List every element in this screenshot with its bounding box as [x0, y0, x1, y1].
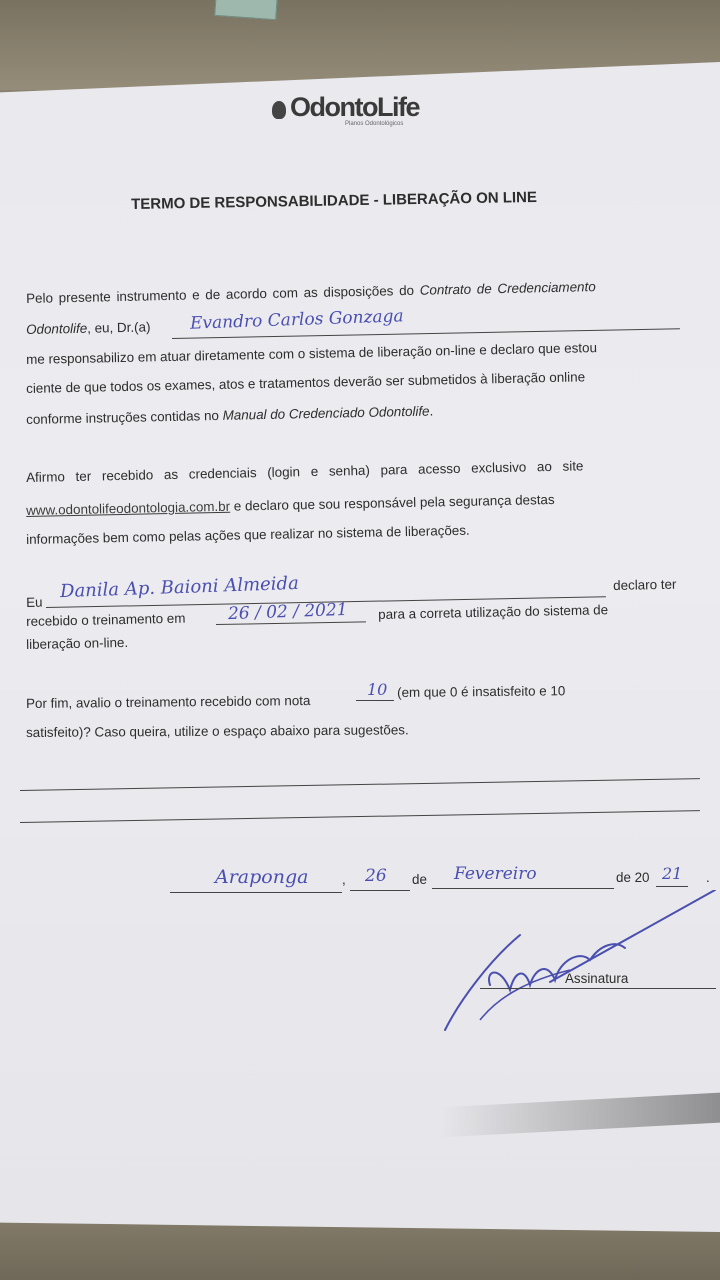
date-end: .	[706, 870, 710, 885]
tooth-logo-icon	[272, 101, 286, 119]
para1-line5: conforme instruções contidas no Manual do Credenciado Odontolife.	[26, 403, 434, 427]
score-line	[356, 700, 394, 701]
date-separator: ,	[342, 872, 346, 887]
de-label-2: de 20	[616, 870, 650, 885]
para4-line2: satisfeito)? Caso queira, utilize o espaço abaixo para sugestões.	[26, 722, 409, 740]
signature-line	[480, 988, 716, 989]
signature-label: Assinatura	[565, 971, 629, 986]
company-logo: OdontoLife	[290, 92, 419, 122]
city-line	[170, 892, 342, 893]
document-title: TERMO DE RESPONSABILIDADE - LIBERAÇÃO ON LINE	[131, 188, 538, 213]
para1-line4: ciente de que todos os exames, atos e tratamentos deverão ser submetidos à liberação online	[26, 369, 586, 396]
site-link[interactable]: www.odontolifeodontologia.com.br	[26, 498, 231, 518]
dentist-name-handwritten: Evandro Carlos Gonzaga	[189, 306, 404, 334]
para1-line1: Pelo presente instrumento e de acordo com as disposições do Contrato de Credenciamento	[26, 279, 596, 306]
city-handwritten: Araponga	[215, 866, 309, 888]
para1-line2: Odontolife, eu, Dr.(a)	[26, 319, 151, 337]
handwritten-signature	[430, 890, 720, 1040]
month-line	[432, 888, 614, 889]
training-date-handwritten: 26 / 02 / 2021	[227, 599, 348, 625]
para2-line2: www.odontolifeodontologia.com.br e declaro que sou responsável pela segurança destas	[26, 491, 555, 518]
para1-line3: me responsabilizo em atuar diretamente com o sistema de liberação on-line e declaro que estou	[26, 340, 598, 367]
para4-suffix: (em que 0 é insatisfeito e 10	[397, 683, 566, 700]
para3-suffix: declaro ter	[613, 576, 677, 593]
day-line	[350, 890, 410, 891]
year-line	[656, 886, 688, 887]
para3-line2-suffix: para a correta utilização do sistema de	[378, 602, 609, 622]
para3-line2-prefix: recebido o treinamento em	[26, 610, 186, 629]
para4-prefix: Por fim, avalio o treinamento recebido com nota	[26, 693, 311, 711]
year-handwritten: 21	[662, 864, 683, 883]
para3-line3: liberação on-line.	[26, 634, 129, 652]
para3-prefix: Eu	[26, 594, 43, 610]
day-handwritten: 26	[365, 866, 387, 886]
month-handwritten: Fevereiro	[454, 864, 537, 884]
de-label-1: de	[412, 872, 427, 887]
trainee-name-handwritten: Danila Ap. Baioni Almeida	[59, 572, 300, 603]
score-handwritten: 10	[367, 680, 388, 699]
para2-line3: informações bem como pelas ações que realizar no sistema de liberações.	[26, 522, 470, 547]
para2-line1: Afirmo ter recebido as credenciais (login e senha) para acesso exclusivo ao site	[26, 458, 584, 485]
logo-tagline: Planos Odontológicos	[345, 121, 404, 127]
